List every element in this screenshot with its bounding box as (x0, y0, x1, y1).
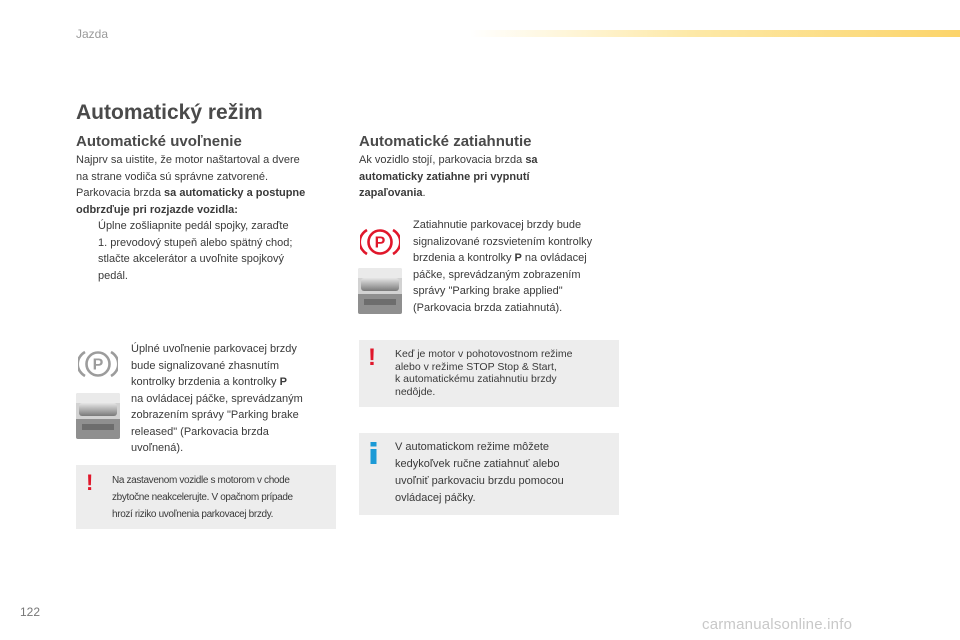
text-line: uvoľniť parkovaciu brzdu pomocou (395, 475, 564, 487)
icon-letter: P (92, 356, 104, 374)
text-line: Úplne zošliapnite pedál spojky, zaraďte (98, 220, 289, 232)
text-line: Najprv sa uistite, že motor naštartoval a dvere (76, 154, 300, 166)
text-line (359, 185, 619, 202)
bold-span: sa automaticky a postupne (164, 187, 306, 199)
text-line: na ovládacej páčke, sprevádzaným (131, 392, 303, 405)
warning-text (112, 472, 336, 523)
text-line: nedôjde. (395, 385, 436, 398)
parking-brake-applied-icon (360, 225, 400, 259)
text-span: na ovládacej (521, 252, 587, 264)
section-label: Jazda (76, 27, 109, 41)
warning-icon: ! (86, 470, 94, 495)
text-line: uvoľnená). (131, 442, 184, 454)
text-line: k automatickému zatiahnutiu brzdy (395, 373, 557, 385)
text-line: stlačte akcelerátor a uvoľnite spojkový (98, 253, 285, 265)
text-line (131, 374, 331, 391)
text-line: signalizované rozsvietením kontrolky (413, 235, 593, 248)
warning-text (395, 348, 617, 398)
text-line: released" (Parkovacia brzda (131, 425, 269, 438)
text-line: (Parkovacia brzda zatiahnutá). (413, 301, 563, 314)
text-line (76, 202, 346, 219)
bold-span: P (279, 376, 287, 388)
text-line (413, 250, 623, 267)
text-line: kedykoľvek ručne zatiahnuť alebo (395, 458, 560, 470)
right-apply-text (413, 217, 623, 316)
parking-brake-lever-image (358, 268, 402, 314)
right-intro (359, 152, 619, 202)
text-line (76, 185, 346, 202)
text-line: na strane vodiča sú správne zatvorené. (76, 170, 269, 183)
left-release-text (131, 341, 331, 457)
bold-span: automaticky zatiahne pri vypnutí (359, 170, 530, 183)
text-span: kontrolky brzdenia a kontrolky (131, 376, 280, 388)
bold-span: zapaľovania (359, 187, 423, 199)
left-intro (76, 152, 346, 218)
text-line: správy "Parking brake applied" (413, 285, 563, 297)
parking-brake-released-icon (78, 347, 118, 381)
page-title: Automatický režim (76, 101, 263, 124)
text-line: Na zastavenom vozidle s motorom v chode (112, 475, 290, 486)
left-bullet (76, 218, 346, 284)
warning-icon: ! (368, 344, 376, 371)
text-line: hrozí riziko uvoľnenia parkovacej brzdy. (112, 509, 274, 520)
text-line: Zatiahnutie parkovacej brzdy bude (413, 219, 582, 231)
text-line: Úplné uvoľnenie parkovacej brzdy (131, 343, 297, 355)
text-span: Parkovacia brzda (76, 187, 165, 199)
text-line: ovládacej páčky. (395, 492, 476, 504)
text-line: zobrazením správy "Parking brake (131, 409, 299, 421)
text-span: Ak vozidlo stojí, parkovacia brzda (359, 154, 526, 166)
parking-brake-lever-image (76, 393, 120, 439)
text-line: alebo v režime STOP Stop & Start, (395, 360, 557, 373)
bold-span: P (514, 252, 522, 264)
text-line: páčke, sprevádzaným zobrazením (413, 268, 581, 281)
bold-span: odbrzďuje pri rozjazde vozidla: (76, 203, 238, 216)
bold-span: sa (525, 154, 538, 166)
right-heading: Automatické zatiahnutie (359, 133, 532, 150)
info-text (395, 439, 615, 507)
watermark: carmanualsonline.info (702, 616, 853, 633)
right-warning-box (359, 340, 619, 407)
icon-letter: P (374, 234, 386, 252)
header-decor-bar (470, 30, 960, 37)
left-warning-box (76, 465, 336, 529)
info-icon (370, 442, 377, 464)
page-number: 122 (20, 605, 41, 619)
text-line: pedál. (98, 269, 128, 282)
left-heading: Automatické uvoľnenie (76, 133, 242, 150)
text-line: zbytočne neakcelerujte. V opačnom prípade (112, 492, 293, 503)
text-line (359, 169, 619, 186)
text-line: bude signalizované zhasnutím (131, 359, 279, 372)
text-line: Keď je motor v pohotovostnom režime (395, 348, 573, 360)
text-line: 1. prevodový stupeň alebo spätný chod; (98, 236, 293, 249)
text-span: . (422, 187, 426, 199)
bullet-text (76, 218, 346, 284)
right-info-box (359, 433, 619, 515)
text-line: V automatickom režime môžete (395, 441, 550, 453)
text-span: brzdenia a kontrolky (413, 252, 515, 264)
text-line (359, 152, 619, 169)
